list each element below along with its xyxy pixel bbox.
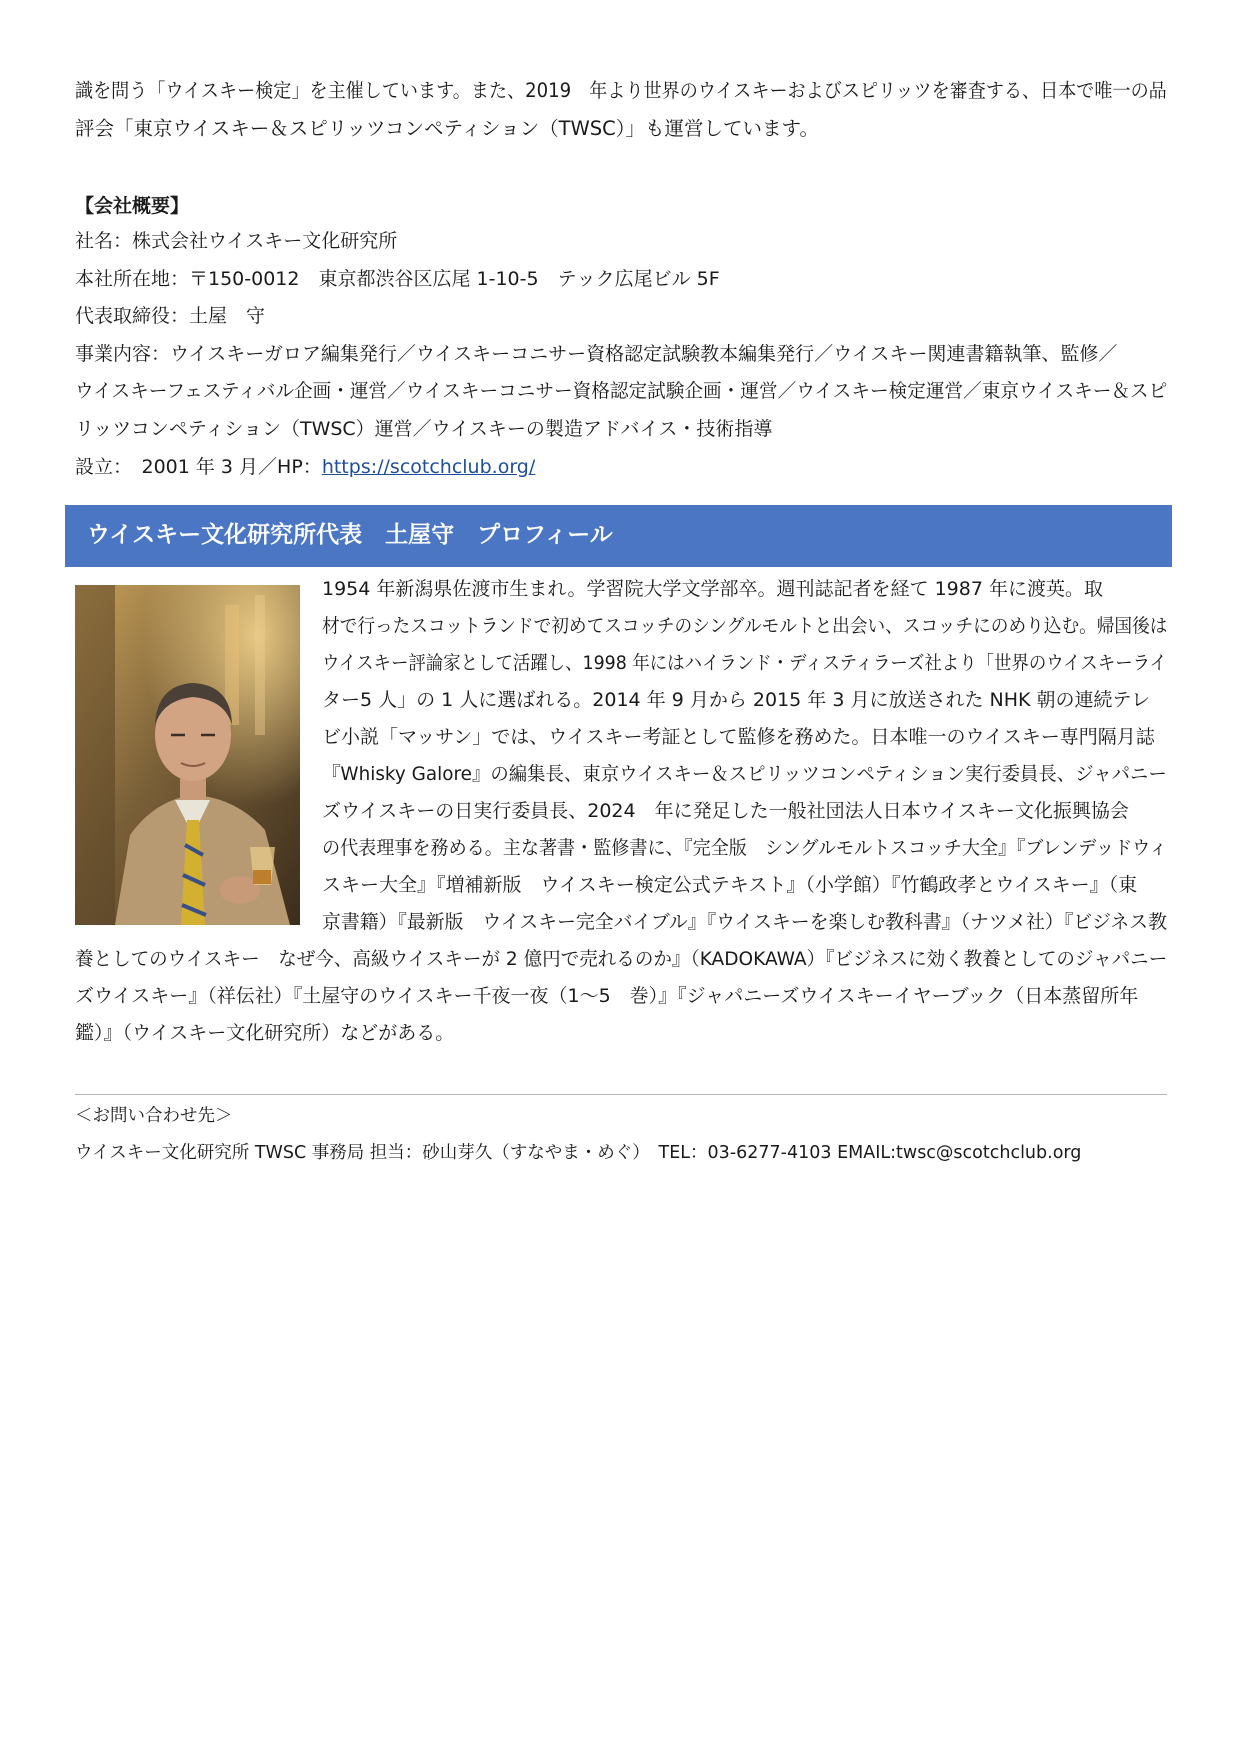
business-line: リッツコンペティション（TWSC）運営／ウイスキーの製造アドバイス・技術指導 [75, 418, 773, 440]
contact-details: ウイスキー文化研究所 TWSC 事務局 担当：砂山芽久（すなやま・めぐ） TEL：03-6277-4103 EMAIL:twsc@scotchclub.org [75, 1143, 1082, 1163]
bio-line: ター5 人」の 1 人に選ばれる。2014 年 9 月から 2015 年 3 月に放送された NHK 朝の連続テレ [322, 689, 1151, 711]
company-heading: 【会社概要】 [75, 195, 190, 217]
bio-line: ズウイスキーの日実行委員長、2024 年に発足した一般社団法人日本ウイスキー文化振興協会 [322, 800, 1129, 822]
bio-line: ビ小説「マッサン」では、ウイスキー考証として監修を務めた。日本唯一のウイスキー専門隔月誌 [322, 726, 1155, 748]
bio-line: の代表理事を務める。主な著書・監修書に、『完全版 シングルモルトスコッチ大全』『ブレンデッドウィ [322, 837, 1168, 859]
portrait-photo [75, 585, 300, 925]
business-line: ウイスキーフェスティバル企画・運営／ウイスキーコニサー資格認定試験企画・運営／ウイスキー検定運営／東京ウイスキー＆スピ [75, 380, 1168, 402]
homepage-link[interactable]: https://scotchclub.org/ [321, 456, 536, 478]
bio-line: 『Whisky Galore』の編集長、東京ウイスキー＆スピリッツコンペティション実行委員長、ジャパニー [322, 763, 1167, 785]
founded-text: 設立： 2001 年 3 月／HP： [75, 456, 322, 478]
bio-line: ズウイスキー』（祥伝社）『土屋守のウイスキー千夜一夜（1～5 巻）』『ジャパニーズウイスキーイヤーブック（日本蒸留所年 [75, 985, 1139, 1007]
bio-line: 鑑）』（ウイスキー文化研究所）などがある。 [75, 1022, 455, 1044]
bio-line: 養としてのウイスキー なぜ今、高級ウイスキーが 2 億円で売れるのか』（KADOKAWA）『ビジネスに効く教養としてのジャパニー [75, 948, 1168, 970]
intro-line: 識を問う「ウイスキー検定」を主催しています。また、2019 年より世界のウイスキーおよびスピリッツを審査する、日本で唯一の品 [75, 79, 1167, 102]
business-line: 事業内容：ウイスキーガロア編集発行／ウイスキーコニサー資格認定試験教本編集発行／ウイスキー関連書籍執筆、監修／ [75, 343, 1118, 365]
bio-line: 京書籍）『最新版 ウイスキー完全バイブル』『ウイスキーを楽しむ教科書』（ナツメ社）『ビジネス教 [322, 911, 1167, 933]
company-address: 本社所在地：〒150-0012 東京都渋谷区広尾 1-10-5 テック広尾ビル 5F [75, 268, 720, 290]
contact-heading: ＜お問い合わせ先＞ [75, 1106, 233, 1126]
bio-line: 1954 年新潟県佐渡市生まれ。学習院大学文学部卒。週刊誌記者を経て 1987 年に渡英。取 [322, 578, 1103, 600]
company-founded [75, 455, 535, 479]
profile-banner [65, 505, 1172, 567]
section-divider [75, 1094, 1167, 1095]
bio-line: 材で行ったスコットランドで初めてスコッチのシングルモルトと出会い、スコッチにのめり込む。帰国後は [322, 615, 1168, 637]
bio-line: ウイスキー評論家として活躍し、1998 年にはハイランド・ディスティラーズ社より「世界のウイスキーライ [322, 652, 1167, 674]
company-representative: 代表取締役：土屋 守 [75, 305, 266, 327]
profile-banner-title: ウイスキー文化研究所代表 土屋守 プロフィール [87, 522, 613, 548]
intro-line: 評会「東京ウイスキー＆スピリッツコンペティション（TWSC）」も運営しています。 [75, 117, 819, 140]
bio-line: スキー大全』『増補新版 ウイスキー検定公式テキスト』（小学館）『竹鶴政孝とウイスキー』（東 [322, 874, 1138, 896]
company-name: 社名：株式会社ウイスキー文化研究所 [75, 230, 398, 252]
